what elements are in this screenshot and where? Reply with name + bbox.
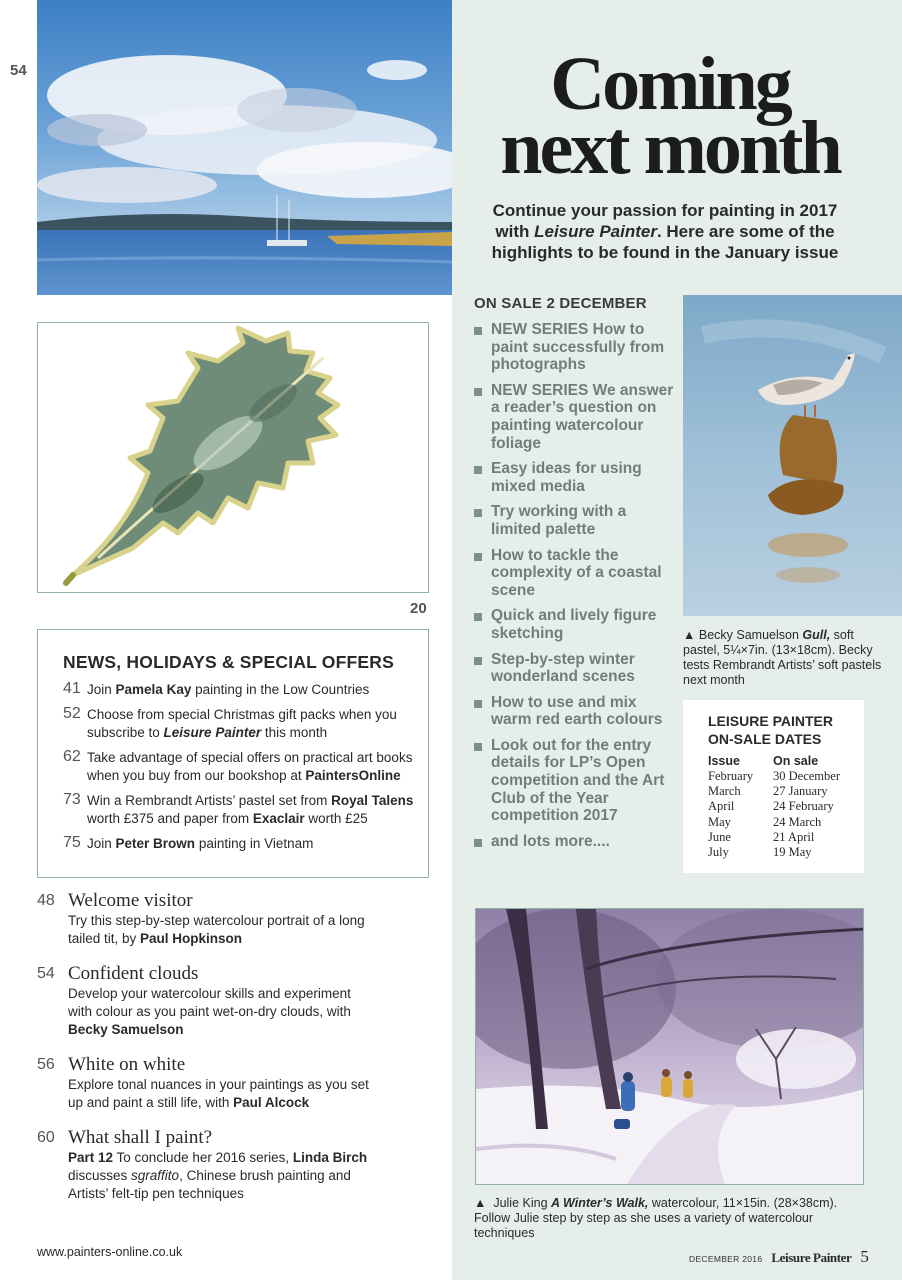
desc-text: , Chinese brush painting and Artists’ felt-tip pen techniques <box>68 1168 351 1201</box>
list-item-text: How to use and mix warm red earth colours <box>491 693 663 729</box>
news-text: worth £25 <box>304 811 368 826</box>
list-item-text: Quick and lively figure sketching <box>491 607 657 642</box>
caption-text: soft pastel, 5¼×7in. (13×18cm). Becky tests Rembrandt Artists’ soft pastels next month <box>683 628 882 687</box>
issue-cell: April <box>708 799 735 814</box>
list-item <box>474 503 674 538</box>
contents-desc <box>68 985 378 1039</box>
list-item <box>474 651 674 686</box>
table-row <box>708 830 840 845</box>
contents-list <box>37 890 437 1218</box>
news-page-number: 73 <box>63 791 81 808</box>
square-bullet-icon <box>474 388 482 396</box>
issue-cell: March <box>708 784 741 799</box>
gull-caption <box>683 628 888 688</box>
news-bold: Royal Talens <box>331 793 414 808</box>
contents-title: Welcome visitor <box>68 890 193 911</box>
contents-item <box>37 1054 437 1112</box>
footer-issue-date: DECEMBER 2016 <box>689 1254 763 1264</box>
contents-item <box>37 963 437 1039</box>
title-line-1: Coming <box>550 42 790 126</box>
caption-title: A Winter’s Walk, <box>551 1196 649 1210</box>
desc-text: Explore tonal nuances in your paintings as you set up and paint a still life, with <box>68 1077 369 1110</box>
news-bold: Peter Brown <box>115 836 196 851</box>
onsale-cell: 19 May <box>773 845 812 860</box>
news-text: Take advantage of special offers on practical art books when you buy from our bookshop at <box>87 750 413 783</box>
news-title: NEWS, HOLIDAYS & SPECIAL OFFERS <box>63 652 394 672</box>
intro-text <box>480 200 850 263</box>
news-offers-box <box>37 629 429 878</box>
contents-desc <box>68 912 378 948</box>
list-item-text: NEW SERIES We answer a reader’s question on painting watercolour foliage <box>491 381 674 452</box>
onsale-cell: 24 February <box>773 799 834 814</box>
list-item <box>474 694 674 729</box>
triangle-marker-icon: ▲ <box>683 628 696 642</box>
news-text: this month <box>261 725 328 740</box>
onsale-cell: 21 April <box>773 829 815 844</box>
list-item <box>474 607 674 642</box>
list-item-text: Step-by-step winter wonderland scenes <box>491 650 635 686</box>
table-row <box>708 769 840 784</box>
footer-folio <box>689 1247 869 1267</box>
list-item <box>474 460 674 495</box>
news-item <box>63 835 414 853</box>
square-bullet-icon <box>474 509 482 517</box>
desc-text: Develop your watercolour skills and experiment with colour as you paint wet-on-dry clouds, with <box>68 986 351 1019</box>
desc-author: Becky Samuelson <box>68 1022 184 1037</box>
issue-cell: May <box>708 814 731 829</box>
page-number: 5 <box>860 1247 869 1266</box>
issue-cell: June <box>708 829 731 844</box>
square-bullet-icon <box>474 553 482 561</box>
column-header-onsale: On sale <box>773 754 819 768</box>
contents-item <box>37 1127 437 1203</box>
winter-walk-image <box>475 908 864 1185</box>
square-bullet-icon <box>474 743 482 751</box>
dates-title <box>708 712 864 748</box>
contents-item <box>37 890 437 948</box>
news-text: Join <box>87 682 116 697</box>
contents-page-number: 54 <box>37 965 55 982</box>
onsale-heading: ON SALE 2 DECEMBER <box>474 295 647 312</box>
contents-title: What shall I paint? <box>68 1127 213 1148</box>
square-bullet-icon <box>474 700 482 708</box>
list-item-text: NEW SERIES How to paint successfully from photographs <box>491 321 665 374</box>
desc-emphasis: sgraffito <box>131 1168 180 1183</box>
footer-magazine-name: Leisure Painter <box>771 1250 852 1265</box>
square-bullet-icon <box>474 613 482 621</box>
issue-cell: July <box>708 845 729 860</box>
news-page-number: 41 <box>63 680 81 697</box>
desc-author: Paul Hopkinson <box>140 931 243 946</box>
news-text: painting in the Low Countries <box>191 682 370 697</box>
list-item-text: Look out for the entry details for LP’s Open competition and the Art Club of the Year competition 2017 <box>491 736 665 825</box>
table-header-row <box>708 753 840 769</box>
news-item <box>63 706 414 742</box>
contents-page-number: 56 <box>37 1056 55 1073</box>
news-page-number: 62 <box>63 748 81 765</box>
onsale-cell: 24 March <box>773 814 822 829</box>
caption-text: watercolour, 11×15in. (28×38cm). Follow Julie step by step as she uses a variety of watercolour techniques <box>474 1196 838 1240</box>
square-bullet-icon <box>474 839 482 847</box>
column-header-issue: Issue <box>708 754 740 768</box>
list-item-text: Try working with a limited palette <box>491 503 627 538</box>
page-ref-54: 54 <box>10 62 27 79</box>
winter-caption <box>474 1196 874 1241</box>
desc-author: Linda Birch <box>292 1150 368 1165</box>
intro-part1: Continue your passion for painting in 2017 with <box>492 201 838 241</box>
news-bold: PaintersOnline <box>305 768 401 783</box>
footer-website: www.painters-online.co.uk <box>37 1245 183 1259</box>
news-text: Win a Rembrandt Artists’ pastel set from <box>87 793 332 808</box>
news-text: Choose from special Christmas gift packs when you subscribe to <box>87 707 397 740</box>
news-page-number: 75 <box>63 834 81 851</box>
issue-cell: February <box>708 769 754 784</box>
onsale-dates-box <box>683 700 864 873</box>
page-ref-20: 20 <box>410 600 427 617</box>
list-item <box>474 833 674 851</box>
news-item <box>63 749 414 785</box>
square-bullet-icon <box>474 466 482 474</box>
caption-artist: Julie King <box>493 1196 552 1210</box>
sky-watercolour-image <box>37 0 452 295</box>
intro-magazine-name: Leisure Painter <box>534 222 657 241</box>
holly-leaf-image <box>37 322 429 593</box>
square-bullet-icon <box>474 657 482 665</box>
dates-title-line1: LEISURE PAINTER <box>708 713 833 729</box>
contents-title: White on white <box>68 1054 186 1075</box>
contents-page-number: 60 <box>37 1129 55 1146</box>
news-text: Join <box>87 836 116 851</box>
list-item-text: and lots more.... <box>491 832 610 850</box>
news-text: painting in Vietnam <box>195 836 314 851</box>
dates-table <box>708 753 840 860</box>
square-bullet-icon <box>474 327 482 335</box>
news-bold: Pamela Kay <box>115 682 192 697</box>
news-item <box>63 792 414 828</box>
dates-title-line2: ON-SALE DATES <box>708 731 822 747</box>
news-page-number: 52 <box>63 705 81 722</box>
list-item <box>474 547 674 600</box>
highlights-list <box>474 321 674 858</box>
news-magazine-name: Leisure Painter <box>163 725 262 740</box>
contents-desc <box>68 1149 378 1203</box>
page-title <box>480 42 860 190</box>
desc-text: Try this step-by-step watercolour portrait of a long tailed tit, by <box>68 913 365 946</box>
gull-pastel-image <box>683 295 902 616</box>
desc-lead: Part 12 <box>68 1150 114 1165</box>
list-item <box>474 321 674 374</box>
desc-text: To conclude her 2016 series, <box>113 1150 293 1165</box>
news-text: worth £375 and paper from <box>87 811 253 826</box>
table-row <box>708 845 840 860</box>
contents-page-number: 48 <box>37 892 55 909</box>
intro-part2: . Here are some of the highlights to be found in the January issue <box>491 222 839 262</box>
list-item-text: How to tackle the complexity of a coastal scene <box>491 546 662 599</box>
table-row <box>708 784 840 799</box>
triangle-marker-icon: ▲ <box>474 1196 487 1210</box>
news-item <box>63 681 414 699</box>
contents-desc <box>68 1076 378 1112</box>
onsale-cell: 27 January <box>773 784 828 799</box>
list-item <box>474 737 674 825</box>
title-line-2: next month <box>500 106 840 190</box>
list-item <box>474 382 674 452</box>
contents-title: Confident clouds <box>68 963 199 984</box>
onsale-cell: 30 December <box>773 769 840 784</box>
news-bold: Exaclair <box>252 811 305 826</box>
desc-author: Paul Alcock <box>233 1095 310 1110</box>
desc-text: discusses <box>68 1168 132 1183</box>
caption-title: Gull, <box>802 628 831 642</box>
caption-artist: Becky Samuelson <box>698 628 803 642</box>
list-item-text: Easy ideas for using mixed media <box>491 460 642 495</box>
table-row <box>708 799 840 814</box>
table-row <box>708 815 840 830</box>
